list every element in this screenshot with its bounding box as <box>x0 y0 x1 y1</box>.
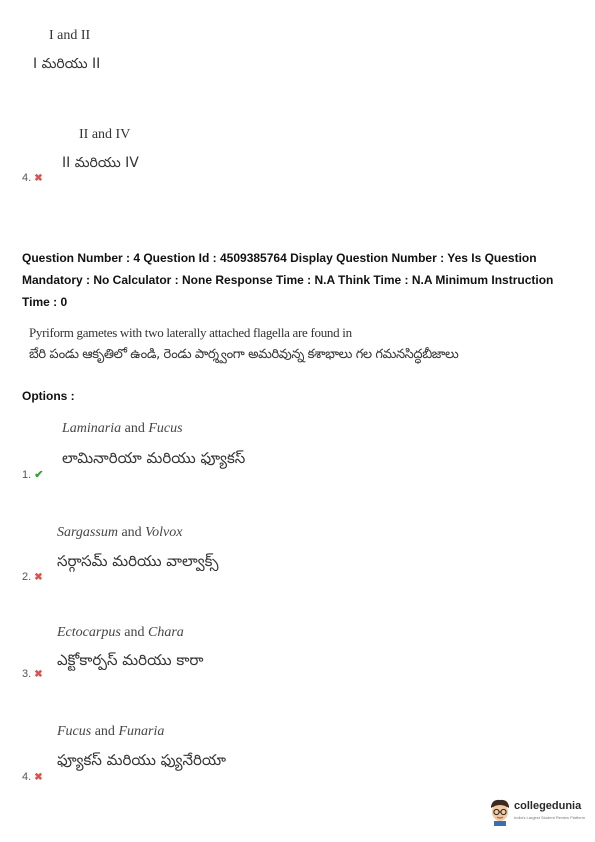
option-term: Fucus <box>148 421 183 436</box>
option-1-english <box>62 421 183 437</box>
option-1-number <box>22 468 43 481</box>
option-term: Ectocarpus <box>57 625 121 640</box>
option-term: Chara <box>147 625 184 640</box>
prev-option-4-number <box>22 172 43 184</box>
cross-icon: ✖ <box>34 772 43 783</box>
question-text-telugu: బేరి పండు ఆకృతిలో ఉండి, రెండు పార్శ్వంగా అమరివున్న కశాభాలు గల గమనసిద్ధబీజాలు <box>29 347 459 362</box>
option-number: 4. <box>22 172 32 184</box>
option-term: Sargassum <box>57 525 118 540</box>
option-2-number <box>22 571 43 583</box>
prev-option-english: I and II <box>49 28 91 43</box>
cross-icon: ✖ <box>34 173 43 184</box>
option-conjunction: and <box>91 724 119 739</box>
option-number: 3. <box>22 668 32 680</box>
option-3-telugu: ఎక్టోకార్పస్ మరియు కారా <box>57 651 204 669</box>
option-number: 4. <box>22 771 32 783</box>
option-conjunction: and <box>117 525 146 540</box>
logo-tagline: India's Largest Student Review Platform <box>514 815 586 820</box>
option-conjunction: and <box>121 421 149 436</box>
option-number: 2. <box>22 571 32 583</box>
question-meta-line: Time : 0 <box>22 295 68 309</box>
prev-option-4-telugu: II మరియు IV <box>62 155 139 171</box>
option-4-telugu: ఫ్యూకస్ మరియు ఫ్యునేరియా <box>57 751 227 769</box>
question-text-english: Pyriform gametes with two laterally attached flagella are found in <box>29 325 352 340</box>
option-conjunction: and <box>120 625 148 640</box>
question-meta <box>22 247 553 313</box>
check-icon: ✔ <box>34 469 44 481</box>
option-2-english <box>57 525 182 541</box>
option-3-number <box>22 668 43 680</box>
option-2-telugu: సర్గాసమ్ మరియు వాల్వాక్స్ <box>57 552 219 570</box>
collegedunia-logo <box>488 796 588 830</box>
logo-name: collegedunia <box>514 800 582 812</box>
option-term: Volvox <box>145 525 183 540</box>
cross-icon: ✖ <box>34 669 43 680</box>
prev-option-telugu: I మరియు II <box>33 56 101 72</box>
option-term: Laminaria <box>62 421 122 436</box>
option-1-telugu: లామినారియా మరియు ఫ్యూకస్ <box>62 449 246 467</box>
question-meta-line: Question Number : 4 Question Id : 4509385764 Display Question Number : Yes Is Question <box>22 251 537 265</box>
options-label: Options : <box>22 389 75 403</box>
logo-mascot-icon <box>488 798 512 826</box>
option-term: Fucus <box>57 724 92 739</box>
question-meta-line: Mandatory : No Calculator : None Response Time : N.A Think Time : N.A Minimum Instruction <box>22 273 554 287</box>
prev-option-4-english: II and IV <box>79 127 131 142</box>
option-4-english <box>57 724 164 740</box>
option-4-number <box>22 771 43 783</box>
option-3-english <box>57 625 184 641</box>
option-number: 1. <box>22 469 32 481</box>
option-term: Funaria <box>118 724 165 739</box>
cross-icon: ✖ <box>34 572 43 583</box>
